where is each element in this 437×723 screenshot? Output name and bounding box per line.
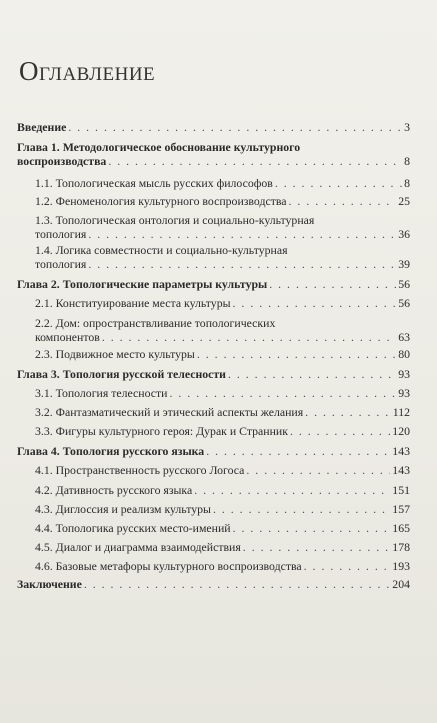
toc-entry[interactable] (17, 444, 410, 458)
toc-page-number: 56 (398, 277, 410, 291)
toc-entry[interactable] (35, 243, 410, 271)
toc-entry-text: 1.2. Феноменология культурного воспроизводства (35, 194, 287, 208)
toc-entry[interactable] (35, 424, 410, 438)
toc-entry[interactable] (35, 316, 410, 344)
toc-entry[interactable] (35, 194, 410, 208)
toc-entry[interactable] (35, 463, 410, 477)
toc-page-number: 8 (404, 154, 410, 168)
toc-entry[interactable] (35, 559, 410, 573)
toc-entry-text-line1: 1.4. Логика совместности и социально-культурная (35, 243, 288, 257)
toc-entry[interactable] (35, 405, 410, 419)
toc-page-number: 143 (392, 444, 410, 458)
toc-entry-text: 4.5. Диалог и диаграмма взаимодействия (35, 540, 241, 554)
toc-entry[interactable] (35, 483, 410, 497)
toc-page-number: 178 (392, 540, 410, 554)
toc-entry[interactable] (35, 296, 410, 310)
toc-entry[interactable] (17, 120, 410, 134)
toc-entry-text: 4.1. Пространственность русского Логоса (35, 463, 245, 477)
toc-entry[interactable] (35, 521, 410, 535)
toc-entry-text: Глава 2. Топологические параметры культуры (17, 277, 268, 291)
toc-entry[interactable] (17, 277, 410, 291)
toc-page-number: 204 (392, 577, 410, 591)
toc-entry-text-line1: 2.2. Дом: опространствливание топологических (35, 316, 276, 330)
toc-page-number: 193 (392, 559, 410, 573)
toc-entry[interactable] (35, 347, 410, 361)
toc-entry-text: Глава 4. Топология русского языка (17, 444, 205, 458)
toc-entry-text: 3.2. Фантазматический и этический аспекты желания (35, 405, 304, 419)
toc-entry-text: Заключение (17, 577, 82, 591)
toc-page-number: 36 (398, 227, 410, 241)
toc-entry-text-line1: Глава 1. Методологическое обоснование культурного (17, 140, 301, 154)
toc-entry[interactable] (35, 540, 410, 554)
toc-entry-text: компонентов (35, 330, 100, 344)
toc-entry-text: 3.3. Фигуры культурного героя: Дурак и Странник (35, 424, 288, 438)
toc-entry-text-line1: 1.3. Топологическая онтология и социально-культурная (35, 213, 315, 227)
toc-entry-text: топология (35, 227, 87, 241)
toc-page-number: 143 (392, 463, 410, 477)
toc-entry-text: 2.1. Конституирование места культуры (35, 296, 231, 310)
toc-page-number: 56 (398, 296, 410, 310)
toc-entry-text: 2.3. Подвижное место культуры (35, 347, 195, 361)
toc-entry-text: 4.2. Дативность русского языка (35, 483, 193, 497)
toc-page-number: 93 (398, 386, 410, 400)
toc-page-number: 39 (398, 257, 410, 271)
toc-page-number: 112 (392, 405, 410, 419)
toc-entry-text: 1.1. Топологическая мысль русских философов (35, 176, 273, 190)
toc-entry-text: Введение (17, 120, 67, 134)
toc-entry-text: 4.4. Топологика русских место-имений (35, 521, 231, 535)
toc-page-number: 165 (392, 521, 410, 535)
toc-page-number: 151 (392, 483, 410, 497)
toc-page-number: 8 (404, 176, 410, 190)
toc-page-number: 80 (398, 347, 410, 361)
toc-page-number: 3 (404, 120, 410, 134)
toc-entry-text: топология (35, 257, 87, 271)
toc-entry[interactable] (17, 140, 410, 168)
toc-page-number: 157 (392, 502, 410, 516)
toc-entry-text: 4.6. Базовые метафоры культурного воспроизводства (35, 559, 302, 573)
toc-entry[interactable] (35, 176, 410, 190)
page-title: Оглавление (19, 56, 156, 86)
toc-entry[interactable] (35, 213, 410, 241)
toc-entry-text: воспроизводства (17, 154, 107, 168)
toc-entry[interactable] (17, 577, 410, 591)
toc-page-number: 93 (398, 367, 410, 381)
toc-entry[interactable] (35, 386, 410, 400)
toc-entry-text: 4.3. Диглоссия и реализм культуры (35, 502, 211, 516)
toc-entry-text: Глава 3. Топология русской телесности (17, 367, 226, 381)
toc-page-number: 25 (398, 194, 410, 208)
toc-entry-text: 3.1. Топология телесности (35, 386, 168, 400)
toc-page-number: 63 (398, 330, 410, 344)
toc-entry[interactable] (35, 502, 410, 516)
toc-page-number: 120 (392, 424, 410, 438)
toc-entry[interactable] (17, 367, 410, 381)
